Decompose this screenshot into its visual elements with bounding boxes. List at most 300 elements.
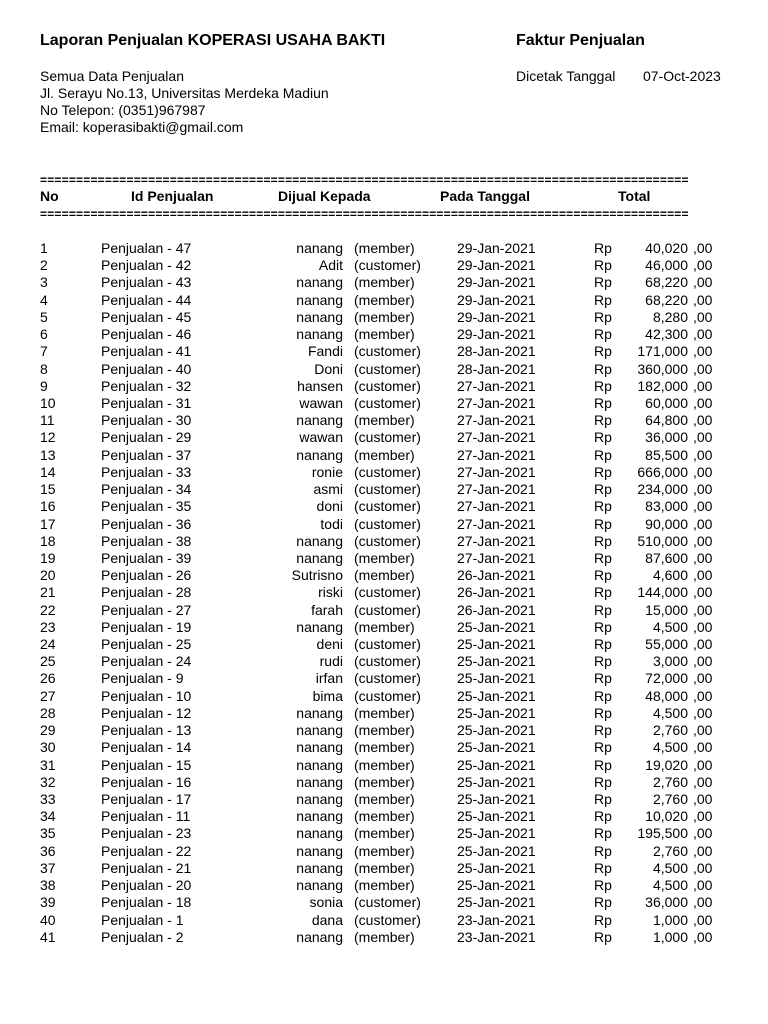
table-row: [0, 395, 768, 412]
amount-decimals: ,00: [693, 343, 713, 360]
sale-amount: 2,760: [652, 773, 688, 790]
sale-amount: 510,000: [637, 532, 688, 549]
row-number: 30: [40, 739, 56, 756]
row-number: 40: [40, 911, 56, 928]
amount-decimals: ,00: [693, 463, 713, 480]
buyer-type: (member): [354, 240, 415, 256]
buyer-type: (member): [354, 877, 415, 894]
buyer-name: rudi: [319, 653, 343, 670]
buyer-type: (customer): [354, 911, 421, 928]
buyer-type: (member): [354, 274, 415, 291]
sale-id: Penjualan - 41: [101, 343, 192, 360]
sale-id: Penjualan - 43: [101, 274, 192, 291]
sale-id: Penjualan - 1: [101, 911, 184, 928]
sale-date: 28-Jan-2021: [457, 343, 536, 360]
sale-id: Penjualan - 19: [101, 618, 192, 635]
table-row: [0, 602, 768, 619]
amount-decimals: ,00: [693, 240, 713, 256]
sale-amount: 4,600: [652, 567, 688, 584]
sale-amount: 1,000: [652, 911, 688, 928]
buyer-name: Fandi: [307, 343, 343, 360]
sale-date: 25-Jan-2021: [457, 825, 536, 842]
table-row: [0, 309, 768, 326]
row-number: 20: [40, 567, 56, 584]
sale-date: 29-Jan-2021: [457, 291, 536, 308]
buyer-name: deni: [316, 636, 343, 653]
row-number: 37: [40, 859, 56, 876]
amount-decimals: ,00: [693, 291, 713, 308]
currency-label: Rp: [594, 928, 612, 945]
sale-amount: 1,000: [652, 928, 688, 945]
row-number: 12: [40, 429, 56, 446]
row-number: 16: [40, 498, 56, 515]
sale-id: Penjualan - 37: [101, 446, 192, 463]
row-number: 10: [40, 394, 56, 411]
row-number: 14: [40, 463, 56, 480]
buyer-name: Adit: [318, 257, 343, 274]
invoice-title: Faktur Penjualan: [516, 32, 645, 49]
sale-date: 27-Jan-2021: [457, 412, 536, 429]
row-number: 33: [40, 791, 56, 807]
amount-decimals: ,00: [693, 670, 713, 687]
sale-amount: 87,600: [645, 549, 688, 566]
currency-label: Rp: [594, 601, 612, 618]
sale-id: Penjualan - 17: [101, 791, 192, 807]
buyer-type: (customer): [354, 636, 421, 653]
column-header-sold-to: Dijual Kepada: [278, 188, 371, 204]
sale-date: 25-Jan-2021: [457, 687, 536, 704]
currency-label: Rp: [594, 911, 612, 928]
sale-amount: 36,000: [645, 894, 688, 911]
buyer-name: nanang: [296, 928, 343, 945]
sale-date: 29-Jan-2021: [457, 257, 536, 274]
buyer-name: nanang: [296, 808, 343, 825]
sale-id: Penjualan - 35: [101, 498, 192, 515]
sale-date: 25-Jan-2021: [457, 739, 536, 756]
row-number: 3: [40, 274, 48, 291]
buyer-name: nanang: [296, 326, 343, 343]
sale-amount: 4,500: [652, 739, 688, 756]
buyer-name: nanang: [296, 308, 343, 325]
currency-label: Rp: [594, 877, 612, 894]
sale-date: 25-Jan-2021: [457, 808, 536, 825]
table-row: [0, 516, 768, 533]
buyer-name: nanang: [296, 859, 343, 876]
table-row: [0, 688, 768, 705]
sale-id: Penjualan - 24: [101, 653, 192, 670]
buyer-name: nanang: [296, 291, 343, 308]
sale-id: Penjualan - 18: [101, 894, 192, 911]
buyer-type: (member): [354, 412, 415, 429]
currency-label: Rp: [594, 636, 612, 653]
row-number: 8: [40, 360, 48, 377]
buyer-name: nanang: [296, 549, 343, 566]
table-row: [0, 739, 768, 756]
buyer-type: (customer): [354, 394, 421, 411]
currency-label: Rp: [594, 842, 612, 859]
sale-date: 25-Jan-2021: [457, 756, 536, 773]
sale-amount: 72,000: [645, 670, 688, 687]
buyer-type: (member): [354, 739, 415, 756]
currency-label: Rp: [594, 722, 612, 739]
row-number: 19: [40, 549, 56, 566]
sale-amount: 46,000: [645, 257, 688, 274]
sale-amount: 15,000: [645, 601, 688, 618]
amount-decimals: ,00: [693, 498, 713, 515]
buyer-name: todi: [320, 515, 343, 532]
amount-decimals: ,00: [693, 739, 713, 756]
sale-id: Penjualan - 27: [101, 601, 192, 618]
table-row: [0, 361, 768, 378]
currency-label: Rp: [594, 446, 612, 463]
table-row: [0, 877, 768, 894]
sale-date: 25-Jan-2021: [457, 636, 536, 653]
sale-date: 27-Jan-2021: [457, 446, 536, 463]
sale-amount: 2,760: [652, 842, 688, 859]
sale-date: 25-Jan-2021: [457, 670, 536, 687]
row-number: 27: [40, 687, 56, 704]
buyer-type: (member): [354, 308, 415, 325]
currency-label: Rp: [594, 825, 612, 842]
sale-amount: 182,000: [637, 377, 688, 394]
sale-id: Penjualan - 33: [101, 463, 192, 480]
row-number: 4: [40, 291, 48, 308]
sale-date: 25-Jan-2021: [457, 791, 536, 807]
sale-amount: 2,760: [652, 791, 688, 807]
sale-amount: 144,000: [637, 584, 688, 601]
row-number: 39: [40, 894, 56, 911]
sale-id: Penjualan - 11: [101, 808, 191, 825]
table-row: [0, 894, 768, 911]
amount-decimals: ,00: [693, 687, 713, 704]
currency-label: Rp: [594, 756, 612, 773]
table-row: [0, 653, 768, 670]
amount-decimals: ,00: [693, 618, 713, 635]
amount-decimals: ,00: [693, 704, 713, 721]
buyer-type: (customer): [354, 653, 421, 670]
sale-id: Penjualan - 36: [101, 515, 192, 532]
row-number: 36: [40, 842, 56, 859]
buyer-name: nanang: [296, 842, 343, 859]
currency-label: Rp: [594, 429, 612, 446]
currency-label: Rp: [594, 894, 612, 911]
currency-label: Rp: [594, 343, 612, 360]
sale-id: Penjualan - 38: [101, 532, 192, 549]
separator-top: ==========================================================================================: [40, 174, 689, 186]
buyer-name: nanang: [296, 791, 343, 807]
sale-amount: 171,000: [637, 343, 688, 360]
amount-decimals: ,00: [693, 549, 713, 566]
sale-amount: 360,000: [637, 360, 688, 377]
row-number: 18: [40, 532, 56, 549]
amount-decimals: ,00: [693, 274, 713, 291]
buyer-type: (customer): [354, 257, 421, 274]
sale-id: Penjualan - 47: [101, 240, 192, 256]
buyer-type: (customer): [354, 601, 421, 618]
currency-label: Rp: [594, 326, 612, 343]
table-row: [0, 670, 768, 687]
row-number: 9: [40, 377, 48, 394]
sale-amount: 3,000: [652, 653, 688, 670]
sale-id: Penjualan - 9: [101, 670, 184, 687]
row-number: 2: [40, 257, 48, 274]
amount-decimals: ,00: [693, 481, 713, 498]
sale-id: Penjualan - 12: [101, 704, 192, 721]
amount-decimals: ,00: [693, 859, 713, 876]
amount-decimals: ,00: [693, 377, 713, 394]
sale-date: 25-Jan-2021: [457, 877, 536, 894]
report-subtitle: Semua Data Penjualan: [40, 68, 184, 84]
currency-label: Rp: [594, 498, 612, 515]
table-row: [0, 326, 768, 343]
sale-amount: 68,220: [645, 291, 688, 308]
buyer-type: (member): [354, 791, 415, 807]
sale-amount: 60,000: [645, 394, 688, 411]
currency-label: Rp: [594, 481, 612, 498]
amount-decimals: ,00: [693, 653, 713, 670]
currency-label: Rp: [594, 687, 612, 704]
buyer-type: (customer): [354, 532, 421, 549]
amount-decimals: ,00: [693, 532, 713, 549]
sale-date: 26-Jan-2021: [457, 584, 536, 601]
row-number: 35: [40, 825, 56, 842]
sale-amount: 40,020: [645, 240, 688, 256]
amount-decimals: ,00: [693, 842, 713, 859]
row-number: 24: [40, 636, 56, 653]
row-number: 7: [40, 343, 48, 360]
sale-id: Penjualan - 21: [101, 859, 192, 876]
amount-decimals: ,00: [693, 308, 713, 325]
amount-decimals: ,00: [693, 567, 713, 584]
buyer-type: (customer): [354, 687, 421, 704]
sale-date: 25-Jan-2021: [457, 618, 536, 635]
sale-date: 26-Jan-2021: [457, 601, 536, 618]
currency-label: Rp: [594, 859, 612, 876]
row-number: 23: [40, 618, 56, 635]
sale-date: 27-Jan-2021: [457, 481, 536, 498]
amount-decimals: ,00: [693, 601, 713, 618]
buyer-type: (customer): [354, 343, 421, 360]
sale-date: 27-Jan-2021: [457, 377, 536, 394]
currency-label: Rp: [594, 549, 612, 566]
table-row: [0, 584, 768, 601]
currency-label: Rp: [594, 257, 612, 274]
amount-decimals: ,00: [693, 636, 713, 653]
row-number: 5: [40, 308, 48, 325]
buyer-name: nanang: [296, 274, 343, 291]
amount-decimals: ,00: [693, 773, 713, 790]
amount-decimals: ,00: [693, 584, 713, 601]
buyer-name: Doni: [314, 360, 343, 377]
sale-amount: 4,500: [652, 704, 688, 721]
buyer-type: (member): [354, 928, 415, 945]
column-header-id: Id Penjualan: [131, 188, 214, 204]
row-number: 29: [40, 722, 56, 739]
currency-label: Rp: [594, 412, 612, 429]
sale-amount: 666,000: [637, 463, 688, 480]
sale-date: 27-Jan-2021: [457, 498, 536, 515]
buyer-type: (customer): [354, 584, 421, 601]
sale-id: Penjualan - 44: [101, 291, 192, 308]
currency-label: Rp: [594, 240, 612, 256]
buyer-name: doni: [316, 498, 343, 515]
sale-date: 29-Jan-2021: [457, 326, 536, 343]
buyer-type: (member): [354, 446, 415, 463]
sale-date: 27-Jan-2021: [457, 394, 536, 411]
sale-amount: 64,800: [645, 412, 688, 429]
currency-label: Rp: [594, 532, 612, 549]
sale-amount: 8,280: [652, 308, 688, 325]
table-row: [0, 550, 768, 567]
buyer-name: nanang: [296, 722, 343, 739]
sale-id: Penjualan - 28: [101, 584, 192, 601]
buyer-type: (member): [354, 773, 415, 790]
sale-amount: 10,020: [645, 808, 688, 825]
row-number: 38: [40, 877, 56, 894]
table-row: [0, 636, 768, 653]
amount-decimals: ,00: [693, 911, 713, 928]
sale-id: Penjualan - 15: [101, 756, 192, 773]
buyer-type: (customer): [354, 515, 421, 532]
sales-table-body: [0, 240, 768, 946]
table-row: [0, 757, 768, 774]
sale-amount: 4,500: [652, 859, 688, 876]
address: Jl. Serayu No.13, Universitas Merdeka Madiun: [40, 85, 329, 101]
buyer-type: (customer): [354, 498, 421, 515]
sale-amount: 195,500: [637, 825, 688, 842]
row-number: 26: [40, 670, 56, 687]
currency-label: Rp: [594, 739, 612, 756]
buyer-name: nanang: [296, 412, 343, 429]
sale-amount: 68,220: [645, 274, 688, 291]
table-row: [0, 860, 768, 877]
buyer-name: nanang: [296, 877, 343, 894]
buyer-type: (member): [354, 549, 415, 566]
amount-decimals: ,00: [693, 429, 713, 446]
email: Email: koperasibakti@gmail.com: [40, 119, 244, 135]
sale-date: 26-Jan-2021: [457, 567, 536, 584]
buyer-name: nanang: [296, 240, 343, 256]
currency-label: Rp: [594, 808, 612, 825]
buyer-name: nanang: [296, 446, 343, 463]
currency-label: Rp: [594, 670, 612, 687]
table-row: [0, 257, 768, 274]
buyer-type: (customer): [354, 360, 421, 377]
table-row: [0, 791, 768, 808]
currency-label: Rp: [594, 377, 612, 394]
buyer-type: (member): [354, 859, 415, 876]
currency-label: Rp: [594, 291, 612, 308]
buyer-type: (customer): [354, 670, 421, 687]
currency-label: Rp: [594, 463, 612, 480]
row-number: 17: [40, 515, 56, 532]
row-number: 21: [40, 584, 56, 601]
sale-id: Penjualan - 22: [101, 842, 192, 859]
table-row: [0, 619, 768, 636]
sale-id: Penjualan - 20: [101, 877, 192, 894]
sale-date: 23-Jan-2021: [457, 928, 536, 945]
buyer-name: nanang: [296, 773, 343, 790]
buyer-name: asmi: [313, 481, 343, 498]
sale-date: 25-Jan-2021: [457, 653, 536, 670]
row-number: 41: [40, 928, 56, 945]
sale-date: 29-Jan-2021: [457, 240, 536, 256]
currency-label: Rp: [594, 274, 612, 291]
buyer-name: sonia: [309, 894, 343, 911]
table-row: [0, 498, 768, 515]
currency-label: Rp: [594, 584, 612, 601]
sale-id: Penjualan - 34: [101, 481, 192, 498]
table-row: [0, 705, 768, 722]
buyer-type: (member): [354, 326, 415, 343]
buyer-type: (member): [354, 618, 415, 635]
column-header-no: No: [40, 188, 59, 204]
amount-decimals: ,00: [693, 791, 713, 807]
sale-id: Penjualan - 25: [101, 636, 192, 653]
row-number: 1: [40, 240, 48, 256]
printed-date-label: Dicetak Tanggal: [516, 68, 616, 84]
row-number: 6: [40, 326, 48, 343]
currency-label: Rp: [594, 653, 612, 670]
sale-amount: 48,000: [645, 687, 688, 704]
phone: No Telepon: (0351)967987: [40, 102, 206, 118]
sale-id: Penjualan - 16: [101, 773, 192, 790]
sale-amount: 4,500: [652, 877, 688, 894]
buyer-name: wawan: [299, 394, 343, 411]
sale-amount: 85,500: [645, 446, 688, 463]
sale-amount: 55,000: [645, 636, 688, 653]
sale-date: 25-Jan-2021: [457, 894, 536, 911]
sale-id: Penjualan - 45: [101, 308, 192, 325]
sale-amount: 83,000: [645, 498, 688, 515]
buyer-type: (member): [354, 291, 415, 308]
sale-id: Penjualan - 10: [101, 687, 192, 704]
report-title: Laporan Penjualan KOPERASI USAHA BAKTI: [40, 32, 386, 49]
sale-date: 27-Jan-2021: [457, 463, 536, 480]
table-row: [0, 912, 768, 929]
amount-decimals: ,00: [693, 446, 713, 463]
sale-date: 25-Jan-2021: [457, 859, 536, 876]
table-row: [0, 825, 768, 842]
table-row: [0, 567, 768, 584]
sale-amount: 19,020: [645, 756, 688, 773]
table-row: [0, 412, 768, 429]
amount-decimals: ,00: [693, 928, 713, 945]
row-number: 13: [40, 446, 56, 463]
buyer-name: riski: [318, 584, 343, 601]
table-row: [0, 343, 768, 360]
sale-id: Penjualan - 40: [101, 360, 192, 377]
buyer-name: dana: [311, 911, 343, 928]
row-number: 32: [40, 773, 56, 790]
row-number: 22: [40, 601, 56, 618]
amount-decimals: ,00: [693, 756, 713, 773]
row-number: 34: [40, 808, 56, 825]
sale-id: Penjualan - 23: [101, 825, 192, 842]
sale-amount: 36,000: [645, 429, 688, 446]
table-row: [0, 722, 768, 739]
amount-decimals: ,00: [693, 257, 713, 274]
currency-label: Rp: [594, 308, 612, 325]
buyer-name: nanang: [296, 739, 343, 756]
sale-id: Penjualan - 30: [101, 412, 192, 429]
buyer-type: (member): [354, 704, 415, 721]
buyer-type: (customer): [354, 377, 421, 394]
sale-date: 25-Jan-2021: [457, 704, 536, 721]
table-row: [0, 808, 768, 825]
table-row: [0, 429, 768, 446]
sale-date: 27-Jan-2021: [457, 532, 536, 549]
